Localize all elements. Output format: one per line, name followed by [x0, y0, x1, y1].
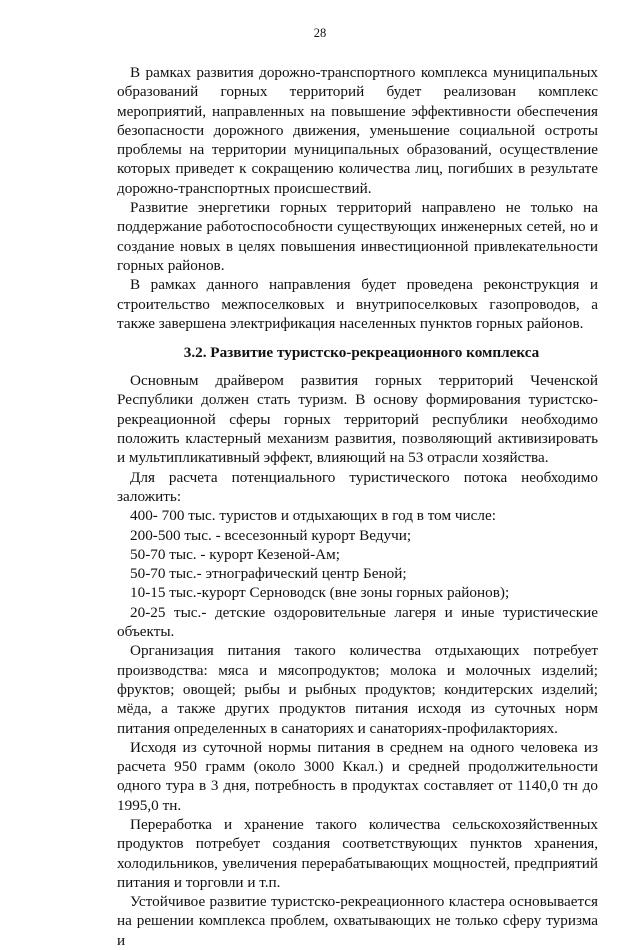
paragraph-gas-pipelines: В рамках данного направления будет проведена реконструкция и строительство межпоселковых и внутрипоселковых газопроводов, а также завершена электрификация населенных пунктов горных районов. [117, 276, 598, 332]
flow-line-veduchi: 200-500 тыс. - всесезонный курорт Ведучи; [130, 526, 412, 544]
paragraph-tourist-flow-intro: Для расчета потенциального туристического потока необходимо заложить: [117, 468, 598, 505]
paragraph-daily-norm: Исходя из суточной нормы питания в среднем на одного человека из расчета 950 грамм (около 3000 Ккал.) и средней продолжительности одного тура в 3 дня, потребность в продуктах составляет от 1140,0 тн до 1995,0 тн. [117, 738, 598, 814]
flow-line-kezenoi-am: 50-70 тыс. - курорт Кезеной-Ам; [130, 545, 340, 563]
paragraph-road-transport: В рамках развития дорожно-транспортного комплекса муниципальных образований горных территорий будет реализован комплекс мероприятий, направленных на повышение эффективности обеспечения безопасности дорожного движения, уменьшение социальной остроты проблемы на территории муниципальных образований, осуществление которых приведет к сокращению количества лиц, погибших в результате дорожно-транспортных происшествий. [117, 64, 598, 197]
paragraph-sustainable-development: Устойчивое развитие туристско-рекреационного кластера основывается на решении комплекса проблем, охватывающих не только сферу туризма и [117, 893, 598, 949]
page-number: 28 [313, 26, 327, 40]
paragraph-children-camps: 20-25 тыс.- детские оздоровительные лагеря и иные туристические объекты. [117, 603, 598, 641]
page-body [117, 63, 598, 950]
paragraph-processing-storage: Переработка и хранение такого количества сельскохозяйственных продуктов потребует создания соответствующих пунктов хранения, холодильников, увеличения перерабатывающих мощностей, предприятий питания и торговли и т.п. [117, 815, 598, 891]
flow-line-serno: 10-15 тыс.-курорт Серноводск (вне зоны горных районов); [130, 584, 510, 602]
flow-line-total: 400- 700 тыс. туристов и отдыхающих в год в том числе: [130, 507, 496, 525]
paragraph-food-organization: Организация питания такого количества отдыхающих потребует производства: мяса и мясопродуктов; молока и молочных изделий; фруктов; овощей; рыбы и рыбных продуктов; кондитерских изделий; мёда, а также других продуктов питания исходя из суточных норм питания определенных в санаториях и санаториях-профилакториях. [117, 642, 598, 737]
flow-line-benoy: 50-70 тыс.- этнографический центр Беной; [130, 565, 407, 583]
section-heading: 3.2. Развитие туристско-рекреационного комплекса [183, 344, 540, 362]
paragraph-tourism-driver: Основным драйвером развития горных территорий Чеченской Республики должен стать туризм. В основу формирования туристско-рекреационной сферы горных территорий республики необходимо положить кластерный механизм развития, позволяющий активизировать и мультипликативный эффект, влияющий на 53 отрасли хозяйства. [117, 372, 598, 467]
paragraph-energy: Развитие энергетики горных территорий направлено не только на поддержание работоспособности существующих инженерных сетей, но и создание новых в целях повышения инвестиционной привлекательности горных районов. [117, 199, 598, 274]
